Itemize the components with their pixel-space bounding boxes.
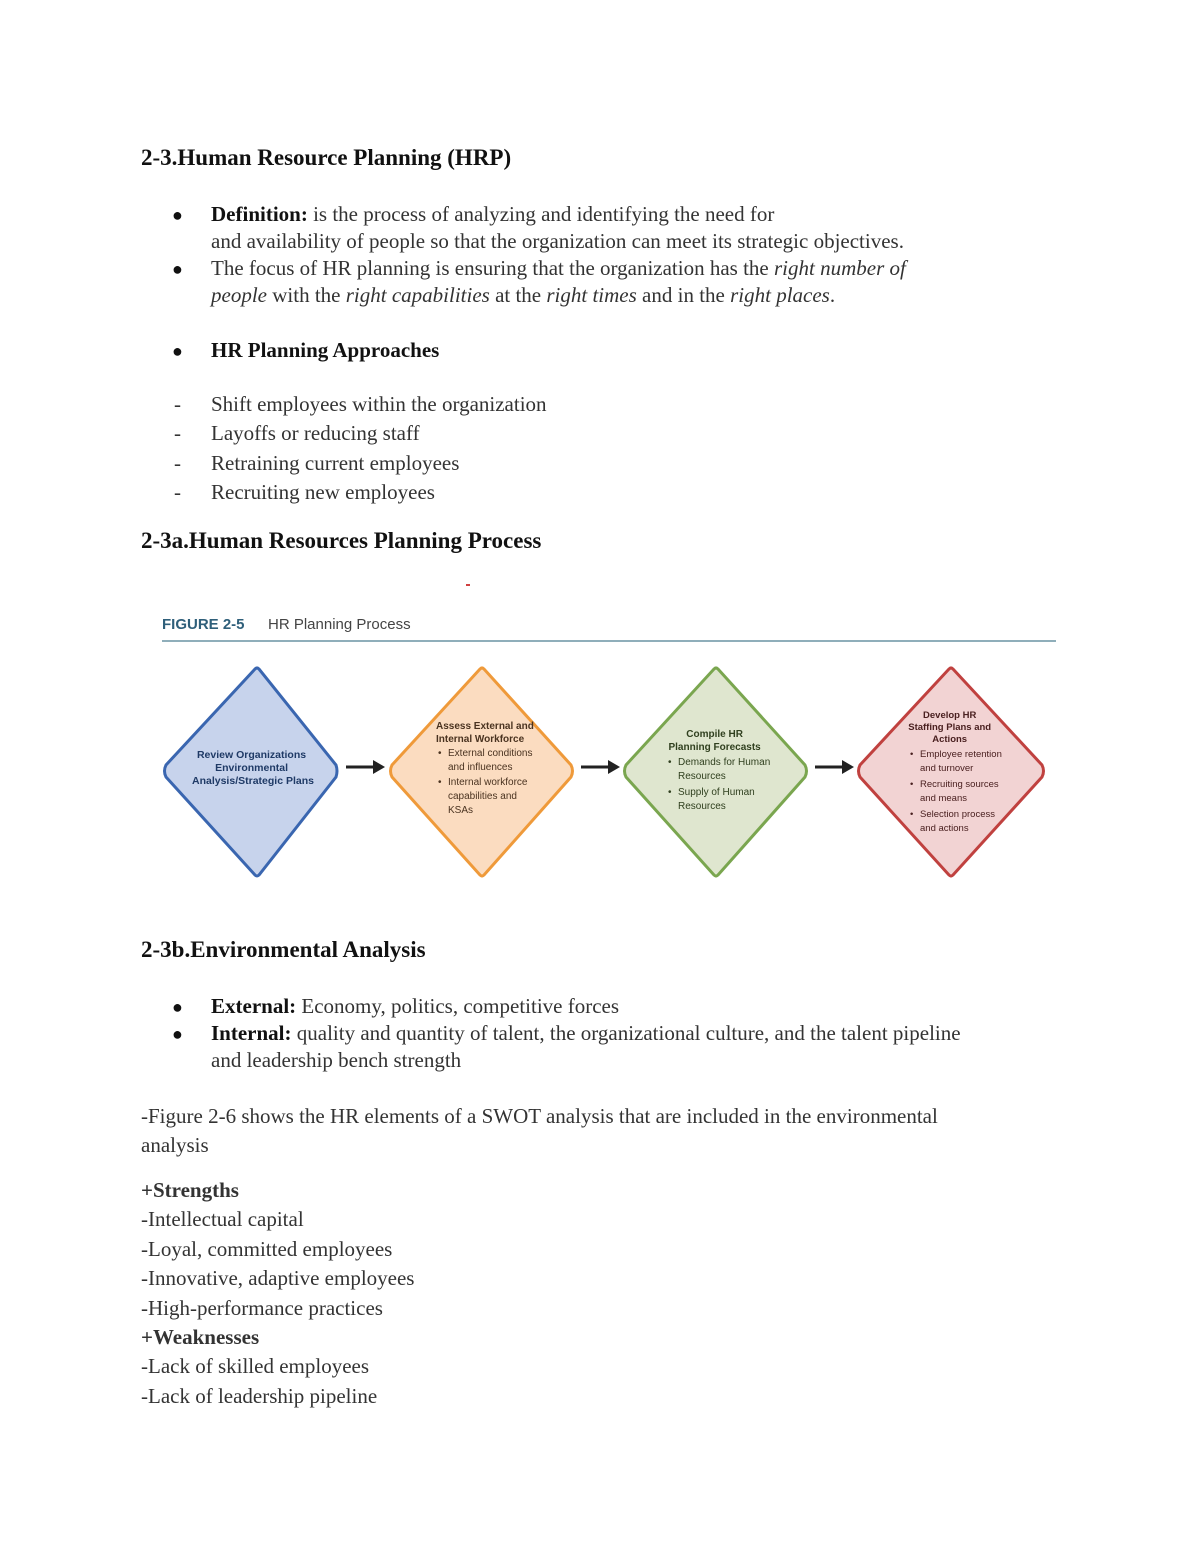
arrow-icon: [815, 760, 854, 774]
bullet-icon: ●: [172, 997, 183, 1017]
svg-text:Assess External and Inte: Assess External and Internal Workforce • External conditions and influences • Internal workforce capabilities and KSAs: [436, 721, 534, 816]
step-heading: Internal Workforce: [436, 734, 525, 745]
section-heading-environmental: 2-3b.Environmental Analysis: [141, 937, 426, 962]
list-item: -Intellectual capital: [141, 1207, 304, 1232]
focus-text: at the: [489, 283, 547, 307]
swot-list: [141, 1176, 414, 1411]
swot-paragraph: [141, 1102, 1101, 1160]
step-bullet: Employee retention: [920, 749, 1002, 760]
bullet-icon: ●: [172, 205, 183, 225]
step-bullet: capabilities and: [448, 791, 517, 802]
figure-label: FIGURE 2-5: [162, 616, 245, 633]
focus-text: with the: [266, 283, 346, 307]
focus-paragraph: [211, 255, 1131, 309]
step-bullet: and actions: [920, 823, 969, 834]
step-compile-forecasts: [625, 668, 807, 876]
section-heading-process: 2-3a.Human Resources Planning Process: [141, 528, 542, 553]
swot-text-cont: analysis: [141, 1133, 209, 1157]
step-develop-plans: [859, 668, 1044, 876]
internal-text-cont: and leadership bench strength: [211, 1048, 462, 1072]
step-bullet: External conditions: [448, 748, 533, 759]
bullet-icon: ●: [172, 1024, 183, 1044]
arrow-icon: [346, 760, 385, 774]
definition-paragraph: [211, 201, 1131, 255]
focus-emphasis: right times: [546, 283, 637, 307]
list-item: -Lack of leadership pipeline: [141, 1383, 378, 1408]
step-label: Review Organizations: [196, 749, 307, 761]
step-bullet: Demands for Human: [678, 757, 771, 768]
external-label: External:: [211, 994, 297, 1018]
step-review-plans: [165, 668, 338, 876]
step-bullet: Selection process: [920, 809, 995, 820]
strengths-label: +Strengths: [141, 1178, 239, 1202]
bullet-icon: ●: [172, 341, 183, 361]
step-assess-workforce: [391, 668, 573, 876]
internal-label: Internal:: [211, 1021, 292, 1045]
step-bullet: and turnover: [920, 763, 974, 774]
step-bullet: KSAs: [448, 805, 474, 816]
section-heading-hrp: 2-3.Human Resource Planning (HRP): [141, 145, 512, 170]
list-item: - Recruiting new employees: [174, 480, 435, 505]
external-item: [211, 993, 1131, 1020]
list-item: -Lack of skilled employees: [141, 1354, 370, 1379]
list-item: -Loyal, committed employees: [141, 1236, 393, 1261]
step-bullet: and means: [920, 793, 968, 804]
step-bullet: Resources: [678, 771, 726, 782]
hr-planning-process-figure: [150, 605, 1070, 890]
step-heading: Compile HR: [686, 729, 743, 740]
step-label: Environmental: [215, 762, 289, 774]
svg-text:Develop HR Staffing Plan: Develop HR Staffing Plans and Actions • Employee retention and turnover • Recruiting sources and means • Selection process and actions: [908, 710, 1002, 834]
definition-text: is the process of analyzing and identifying the need for: [307, 202, 775, 226]
step-bullet: and influences: [448, 762, 513, 773]
step-bullet: Internal workforce: [448, 777, 528, 788]
red-mark: [466, 584, 470, 586]
definition-label: Definition:: [211, 202, 308, 226]
internal-text: quality and quantity of talent, the organizational culture, and the talent pipeline: [291, 1021, 961, 1045]
step-heading: Planning Forecasts: [668, 742, 761, 753]
approaches-list: [174, 390, 547, 508]
focus-emphasis: right capabilities: [345, 283, 490, 307]
step-bullet: Supply of Human: [678, 787, 755, 798]
weaknesses-label: +Weaknesses: [141, 1325, 260, 1350]
swot-text: -Figure 2-6 shows the HR elements of a SWOT analysis that are included in the environmental: [141, 1104, 938, 1128]
approaches-label: HR Planning Approaches: [211, 338, 440, 362]
step-heading: Assess External and: [436, 721, 534, 732]
focus-emphasis: people: [211, 283, 267, 307]
step-bullet: Resources: [678, 801, 726, 812]
list-item: - Layoffs or reducing staff: [174, 421, 420, 446]
focus-emphasis: right number of: [774, 256, 906, 280]
list-item: -Innovative, adaptive employees: [141, 1266, 415, 1291]
step-heading: Develop HR: [923, 710, 977, 721]
step-label: Analysis/Strategic Plans: [192, 775, 314, 787]
step-bullet: Recruiting sources: [920, 779, 999, 790]
bullet-icon: ●: [172, 259, 183, 279]
list-item: -High-performance practices: [141, 1295, 383, 1320]
list-item: - Shift employees within the organization: [174, 392, 547, 416]
focus-emphasis: right places: [730, 283, 830, 307]
svg-text:Compile HR Planning Fore: Compile HR Planning Forecasts • Demands for Human Resources • Supply of Human Resources: [668, 729, 771, 812]
arrow-icon: [581, 760, 620, 774]
focus-text: .: [829, 283, 836, 307]
focus-text: and in the: [636, 283, 731, 307]
external-text: Economy, politics, competitive forces: [296, 994, 620, 1018]
internal-item: [211, 1020, 1141, 1074]
list-item: - Retraining current employees: [174, 450, 460, 475]
definition-text-cont: and availability of people so that the organization can meet its strategic objectives.: [211, 229, 904, 253]
figure-title: HR Planning Process: [268, 616, 411, 633]
focus-text: The focus of HR planning is ensuring that the organization has the: [211, 256, 774, 280]
step-heading: Staffing Plans and: [908, 722, 992, 733]
step-heading: Actions: [932, 734, 968, 745]
